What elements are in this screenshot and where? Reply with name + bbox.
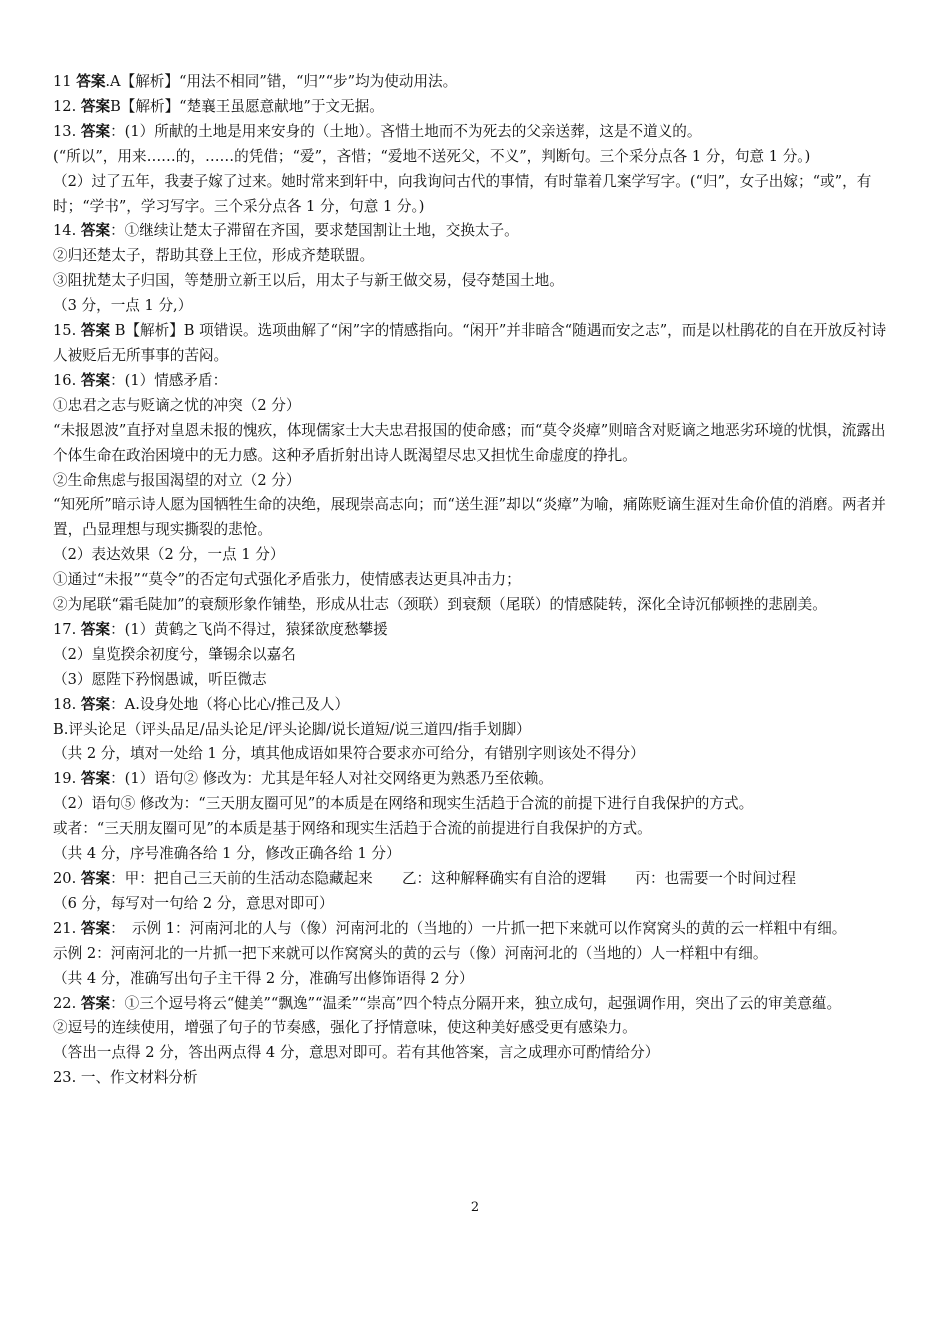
answer-line (53, 1066, 898, 1091)
answer-text: (“所以”，用来……的，……的凭借；“爱”，吝惜；“爱地不送死父，不义”，判断句。三个采分点各 1 分，句意 1 分。) (53, 147, 811, 165)
answer-line (53, 917, 898, 942)
answer-text: ：(1）黄鹤之飞尚不得过，猿猱欲度愁攀援 (110, 620, 388, 638)
answer-line (53, 967, 898, 992)
question-number: 13. (53, 122, 81, 140)
answer-text: ：①继续让楚太子滞留在齐国，要求楚国割让土地，交换太子。 (110, 222, 519, 240)
answer-text: ：(1）所献的土地是用来安身的（土地）。吝惜土地而不为死去的父亲送葬，这是不道义的。 (110, 122, 702, 140)
question-number: 21. (53, 919, 81, 937)
answer-text: ②生命焦虑与报国渴望的对立（2 分） (53, 471, 301, 489)
answer-line (53, 693, 898, 718)
answer-text: （2）皇览揆余初度兮，肇锡余以嘉名 (53, 645, 296, 663)
answer-line (53, 319, 898, 369)
answer-line (53, 942, 898, 967)
answer-line (53, 244, 898, 269)
answer-text: ①通过“未报”“莫令”的否定句式强化矛盾张力，使情感表达更具冲击力； (53, 571, 521, 589)
answer-line (53, 170, 898, 220)
answer-text: ②逗号的连续使用，增强了句子的节奏感，强化了抒情意味，使这种美好感受更有感染力。 (53, 1019, 637, 1037)
answer-text: “未报恩波”直抒对皇恩未报的愧疚，体现儒家士大夫忠君报国的使命感；而“莫令炎瘴”则暗含对贬谪之地恶劣环境的忧惧，流露出个体生命在政治困境中的无力感。这种矛盾折射出诗人既渴望尽忠又担忧生命虚度的挣扎。 (53, 421, 886, 464)
answer-line (53, 120, 898, 145)
answer-line (53, 668, 898, 693)
answer-line (53, 1016, 898, 1041)
answer-label: 答案 (80, 770, 111, 788)
answer-line (53, 219, 898, 244)
answer-line (53, 742, 898, 767)
answer-text: （2）表达效果（2 分，一点 1 分） (53, 546, 285, 564)
answer-text: （共 2 分，填对一处给 1 分，填其他成语如果符合要求亦可给分，有错别字则该处不得分） (53, 745, 645, 763)
question-number: 14. (53, 222, 81, 240)
answer-text: ：①三个逗号将云“健美”“飘逸”“温柔”“崇高”四个特点分隔开来，独立成句，起强调作用，突出了云的审美意蕴。 (110, 994, 842, 1012)
answer-text: ②归还楚太子，帮助其登上王位，形成齐楚联盟。 (53, 247, 375, 265)
answer-text: （6 分，每写对一句给 2 分，意思对即可） (53, 894, 334, 912)
answer-line (53, 867, 898, 892)
answer-line (53, 892, 898, 917)
answer-label: 答案 (80, 994, 111, 1012)
answer-label: 答案 (76, 73, 106, 90)
answer-line (53, 145, 898, 170)
question-number: 22. (53, 994, 81, 1012)
answer-label: 答案 (80, 870, 111, 887)
answer-line (53, 792, 898, 817)
answer-line (53, 593, 898, 618)
answer-line (53, 469, 898, 494)
answer-line (53, 718, 898, 743)
answer-label: 答案 (80, 919, 111, 937)
answer-text: B【解析】“楚襄王虽愿意献地”于文无据。 (110, 97, 384, 115)
answer-line (53, 369, 898, 394)
answer-key-page (53, 70, 898, 1091)
answer-line (53, 618, 898, 643)
question-number: 18. (53, 695, 81, 713)
answer-label: 答案 (80, 695, 111, 713)
answer-text: （3 分，一点 1 分,） (53, 297, 193, 315)
answer-label: 答案 (80, 620, 111, 638)
answer-text: ：甲：把自己三天前的生活动态隐藏起来 乙：这种解释确实有自洽的逻辑 丙：也需要一个时间过程 (110, 870, 796, 887)
question-number: 23. (53, 1069, 81, 1087)
answer-line (53, 842, 898, 867)
question-number: 19. (53, 770, 81, 788)
answer-line (53, 70, 898, 95)
answer-label: 答案 (80, 222, 111, 240)
answer-label: 答案 (80, 371, 111, 389)
answer-line (53, 543, 898, 568)
answer-text: 或者：“三天朋友圈可见”的本质是基于网络和现实生活趋于合流的前提进行自我保护的方式。 (53, 820, 652, 838)
answer-line (53, 493, 898, 543)
question-number: 12. (53, 97, 81, 115)
answer-line (53, 1041, 898, 1066)
answer-text: （答出一点得 2 分，答出两点得 4 分，意思对即可。若有其他答案，言之成理亦可酌情给分） (53, 1044, 660, 1062)
answer-text: （2）语句⑤ 修改为：“三天朋友圈可见”的本质是在网络和现实生活趋于合流的前提下进行自我保护的方式。 (53, 795, 754, 813)
answer-text: ： 示例 1：河南河北的人与（像）河南河北的（当地的）一片抓一把下来就可以作窝窝头的黄的云一样粗中有细。 (110, 919, 847, 937)
question-number: 20. (53, 870, 81, 887)
answer-line (53, 394, 898, 419)
answer-line (53, 643, 898, 668)
answer-line (53, 767, 898, 792)
answer-line (53, 568, 898, 593)
answer-text: ③阻扰楚太子归国，等楚册立新王以后，用太子与新王做交易，侵夺楚国土地。 (53, 272, 564, 290)
page-number: 2 (470, 1200, 480, 1215)
answer-text: ①忠君之志与贬谪之忧的冲突（2 分） (53, 396, 301, 414)
answer-line (53, 419, 898, 469)
question-number: 16. (53, 371, 81, 389)
answer-text: “知死所”暗示诗人愿为国牺牲生命的决绝，展现崇高志向；而“送生涯”却以“炎瘴”为喻，痛陈贬谪生涯对生命价值的消磨。两者并置，凸显理想与现实撕裂的悲怆。 (53, 496, 886, 539)
answer-text: （共 4 分，序号准确各给 1 分，修改正确各给 1 分） (53, 845, 401, 863)
answer-line (53, 269, 898, 294)
answer-text: （共 4 分，准确写出句子主干得 2 分，准确写出修饰语得 2 分） (53, 969, 474, 987)
answer-text: .A【解析】“用法不相同”错，“归”“步”均为使动用法。 (105, 73, 458, 90)
answer-label: 答案 (80, 122, 111, 140)
answer-line (53, 817, 898, 842)
answer-line (53, 992, 898, 1017)
answer-line (53, 95, 898, 120)
question-number: 11 (53, 73, 77, 90)
answer-label: 答案 (80, 97, 111, 115)
answer-text: （2）过了五年，我妻子嫁了过来。她时常来到轩中，向我询问古代的事情，有时靠着几案学写字。(“归”，女子出嫁；“或”，有时；“学书”，学习写字。三个采分点各 1 分，句意 1 分。) (53, 172, 872, 215)
answer-line (53, 294, 898, 319)
answer-text: 一、作文材料分析 (80, 1069, 198, 1087)
answer-label: 答案 (80, 322, 111, 340)
answer-text: 示例 2：河南河北的一片抓一把下来就可以作窝窝头的黄的云与（像）河南河北的（当地的）人一样粗中有细。 (53, 944, 768, 962)
question-number: 17. (53, 620, 81, 638)
answer-text: B.评头论足（评头品足/品头论足/评头论脚/说长道短/说三道四/指手划脚） (53, 720, 531, 738)
answer-text: ：(1）语句② 修改为：尤其是年轻人对社交网络更为熟悉乃至依赖。 (110, 770, 553, 788)
answer-text: ②为尾联“霜毛陡加”的衰颓形象作铺垫，形成从壮志（颈联）到衰颓（尾联）的情感陡转，深化全诗沉郁顿挫的悲剧美。 (53, 596, 827, 614)
question-number: 15. (53, 322, 81, 340)
answer-text: （3）愿陛下矜悯愚诚，听臣微志 (53, 670, 267, 688)
answer-text: B【解析】B 项错误。选项曲解了“闲”字的情感指向。“闲开”并非暗含“随遇而安之志”，而是以杜鹃花的自在开放反衬诗人被贬后无所事事的苦闷。 (53, 322, 887, 364)
answer-text: ：A.设身处地（将心比心/推己及人） (110, 695, 350, 713)
answer-text: ：(1）情感矛盾： (110, 371, 228, 389)
